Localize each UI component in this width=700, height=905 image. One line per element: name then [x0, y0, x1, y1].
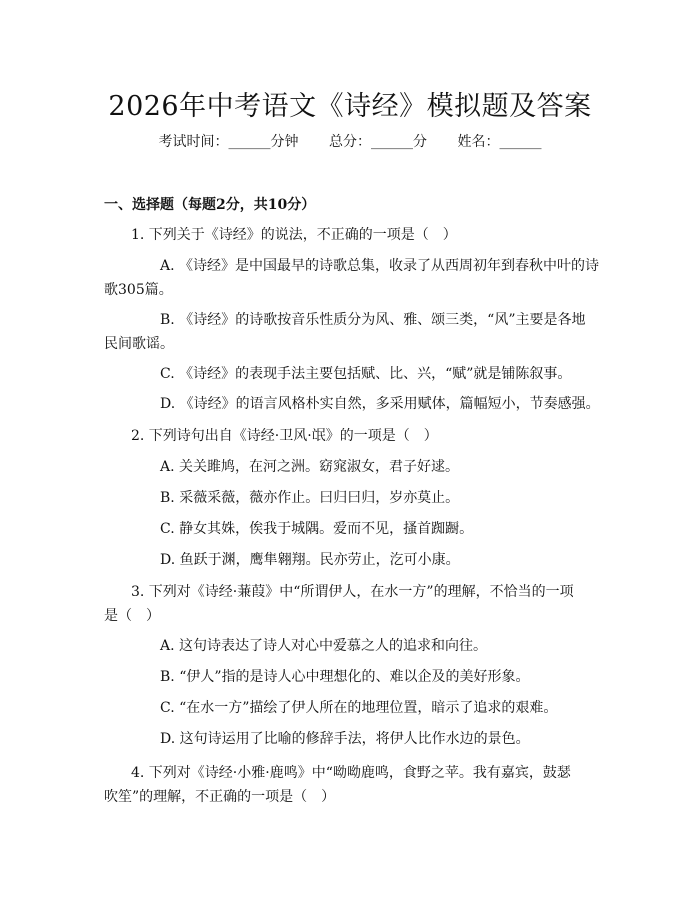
question-4-stem-cont: 吹笙”的理解，不正确的一项是（ ）: [104, 789, 336, 805]
q3-option-a: A. 这句诗表达了诗人对心中爱慕之人的追求和向往。: [160, 638, 488, 654]
question-3-stem: 3. 下列对《诗经·蒹葭》中“所谓伊人，在水一方”的理解，不恰当的一项: [131, 584, 574, 600]
question-1-stem: 1. 下列关于《诗经》的说法，不正确的一项是（ ）: [131, 227, 457, 243]
q1-option-a-cont: 歌305篇。: [104, 282, 173, 298]
q2-option-d: D. 鱼跃于渊，鹰隼翱翔。民亦劳止，汔可小康。: [160, 552, 460, 568]
section-heading: 一、选择题（每题2分，共10分）: [104, 197, 316, 213]
q3-option-c: C. “在水一方”描绘了伊人所在的地理位置，暗示了追求的艰难。: [160, 700, 558, 716]
q2-option-c: C. 静女其姝，俟我于城隅。爱而不见，搔首踟蹰。: [160, 521, 474, 537]
q2-option-a: A. 关关雎鸠，在河之洲。窈窕淑女，君子好逑。: [160, 459, 460, 475]
name-field: 姓名：______: [457, 134, 542, 150]
q1-option-a: A. 《诗经》是中国最早的诗歌总集，收录了从西周初年到春秋中叶的诗: [160, 258, 600, 274]
question-2-stem: 2. 下列诗句出自《诗经·卫风·氓》的一项是（ ）: [131, 428, 438, 444]
q3-option-b: B. “伊人”指的是诗人心中理想化的、难以企及的美好形象。: [160, 669, 530, 685]
q1-option-c: C. 《诗经》的表现手法主要包括赋、比、兴，“赋”就是铺陈叙事。: [160, 366, 572, 382]
question-4-stem: 4. 下列对《诗经·小雅·鹿鸣》中“呦呦鹿鸣，食野之苹。我有嘉宾，鼓瑟: [131, 765, 571, 781]
q3-option-d: D. 这句诗运用了比喻的修辞手法，将伊人比作水边的景色。: [160, 731, 530, 747]
score-field: 总分：______分: [329, 134, 427, 150]
q1-option-b: B. 《诗经》的诗歌按音乐性质分为风、雅、颂三类，“风”主要是各地: [160, 312, 586, 328]
exam-info: [0, 131, 700, 151]
q2-option-b: B. 采薇采薇，薇亦作止。曰归曰归，岁亦莫止。: [160, 490, 460, 506]
q1-option-b-cont: 民间歌谣。: [104, 336, 174, 352]
question-3-stem-cont: 是（ ）: [104, 608, 160, 624]
q1-option-d: D. 《诗经》的语言风格朴实自然，多采用赋体，篇幅短小，节奏感强。: [160, 396, 600, 412]
page-title: 2026年中考语文《诗经》模拟题及答案: [108, 91, 592, 122]
time-field: 考试时间：______分钟: [158, 134, 299, 150]
